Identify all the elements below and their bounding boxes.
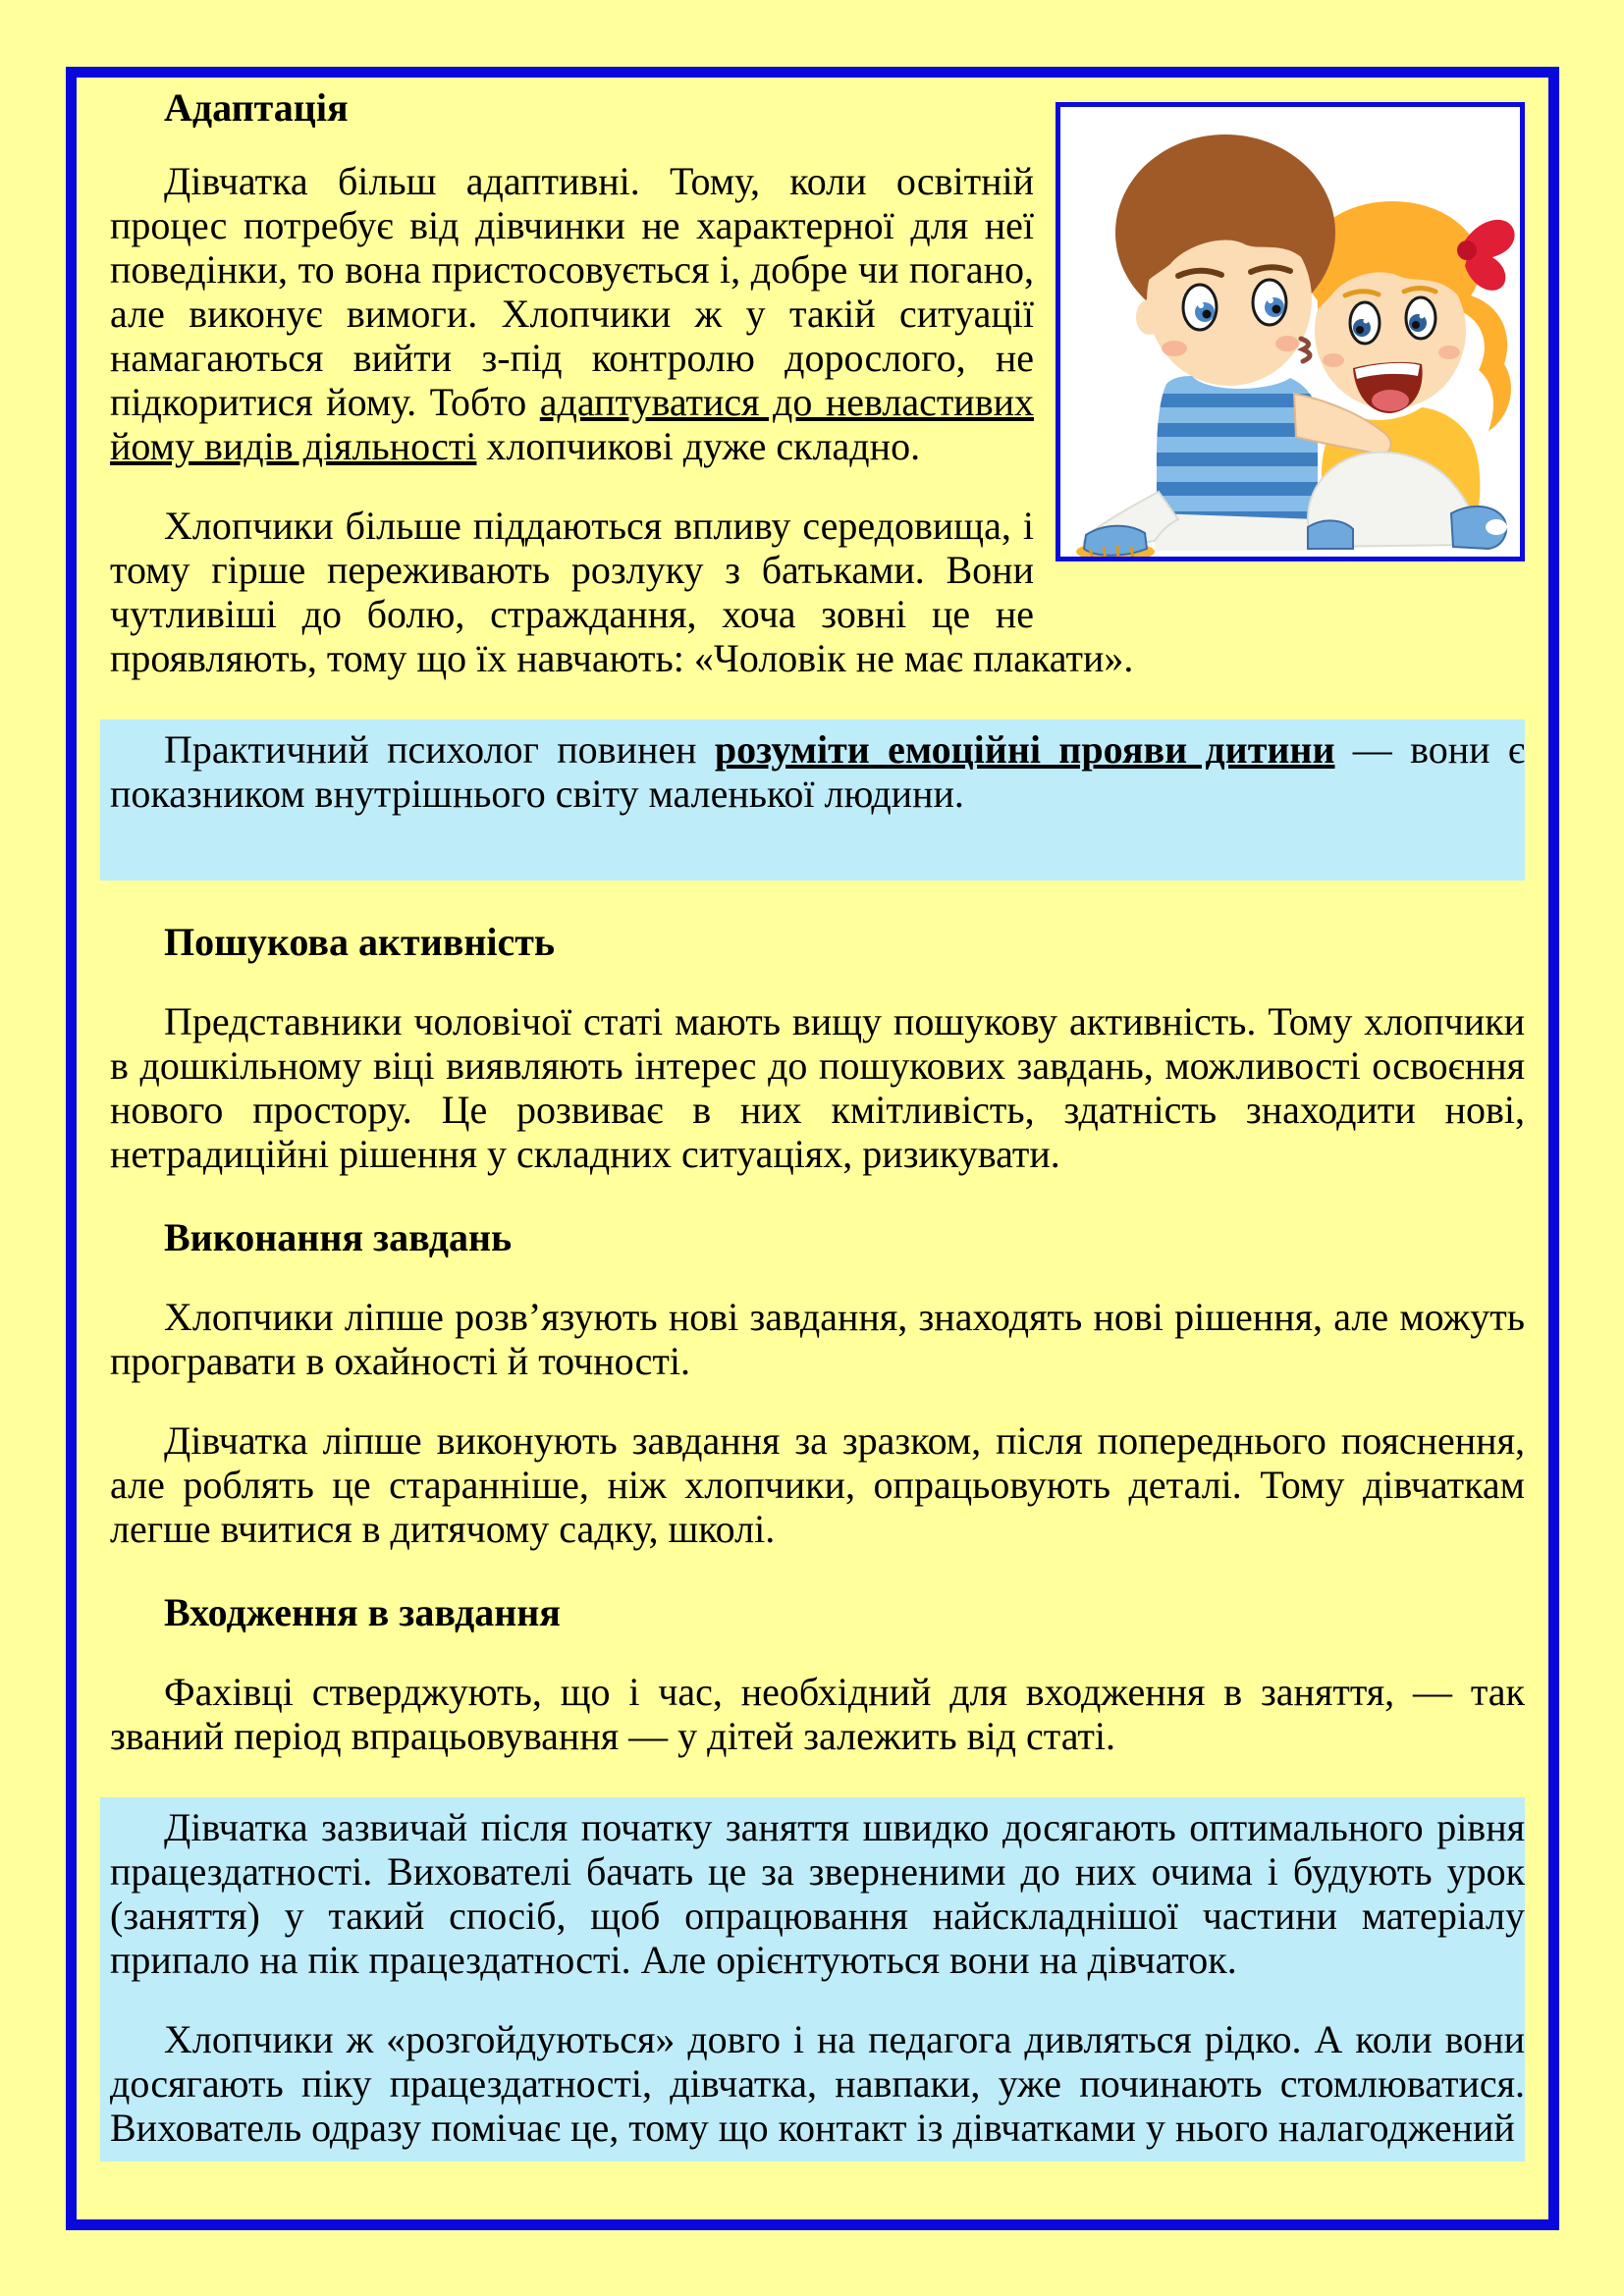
text-run: Дівчатка більш адаптивні. Тому, коли освітній процес потребує від дівчинки не характерної для неї поведінки, то вона пристосовується і, добре чи погано, але виконує вимоги. Хлопчики ж у такій ситуації намагаються вийти з-під контролю дорослого, не підкоритися йому. Тобто xyxy=(110,159,1034,424)
adaptation-paragraph-2: Хлопчики більше піддаються впливу середовища, і тому гірше переживають розлуку з батьками. Вони чутливіші до болю, страждання, хоча зовні це не проявляють, тому що їх навчають: «Чоловік не має плакати». xyxy=(110,504,1134,680)
boy-girl-cartoon-svg xyxy=(1060,107,1520,557)
search-activity-paragraph: Представники чоловічої статі мають вищу пошукову активність. Тому хлопчики в дошкільному віці виявляють інтерес до пошукових завдань, можливості освоєння нового простору. Це розвиває в них кмітливість, здатність знаходити нові, нетрадиційні рішення у складних ситуаціях, ризикувати. xyxy=(110,999,1525,1176)
highlight-box-work-capacity xyxy=(100,1797,1525,2162)
highlight-paragraph-boys: Хлопчики ж «розгойдуються» довго і на педагога дивляться рідко. А коли вони досягають піку працездатності, дівчатка, навпаки, уже починають стомлюватися. Вихователь одразу помічає це, тому що контакт із дівчатками у нього налагоджений xyxy=(110,2017,1525,2150)
highlight-paragraph-girls: Дівчатка зазвичай після початку заняття швидко досягають оптимального рівня працездатності. Вихователі бачать це за зверненими до них очима і будують урок (заняття) у такий спосіб, щоб опрацювання найскладнішої частини матеріалу припало на пік працездатності. Але орієнтуються вони на дівчаток. xyxy=(110,1805,1525,1982)
underlined-text-run: адаптуватися до невластивих йому видів діяльності xyxy=(110,380,1034,468)
text-run: Практичний психолог повинен xyxy=(164,727,715,772)
highlight-box-psychologist xyxy=(100,720,1525,881)
document-content xyxy=(77,85,1548,2162)
task-execution-paragraph-2: Дівчатка ліпше виконують завдання за зразком, після попереднього пояснення, але роблять це старанніше, ніж хлопчики, опрацьовують деталі. Тому дівчаткам легше вчитися в дитячому садку, школі. xyxy=(110,1418,1525,1551)
boy-girl-illustration xyxy=(1056,102,1525,561)
page-frame xyxy=(66,67,1559,2230)
highlight-paragraph xyxy=(110,727,1525,816)
section-heading-adaptation: Адаптація xyxy=(164,85,349,130)
task-entry-paragraph: Фахівці стверджують, що і час, необхідний для входження в заняття, — так званий період впрацьовування — у дітей залежить від статі. xyxy=(110,1670,1525,1758)
section-heading-search-activity: Пошукова активність xyxy=(164,920,556,964)
text-run: — вони є показником внутрішнього світу маленької людини. xyxy=(110,727,1526,816)
section-heading-task-execution: Виконання завдань xyxy=(164,1215,513,1259)
task-execution-paragraph-1: Хлопчики ліпше розв’язують нові завдання, знаходять нові рішення, але можуть програвати в охайності й точності. xyxy=(110,1295,1525,1383)
text-run: хлопчикові дуже складно. xyxy=(476,424,921,468)
section-heading-task-entry: Входження в завдання xyxy=(164,1590,561,1634)
bold-underlined-text-run: розуміти емоційні прояви дитини xyxy=(714,727,1335,772)
